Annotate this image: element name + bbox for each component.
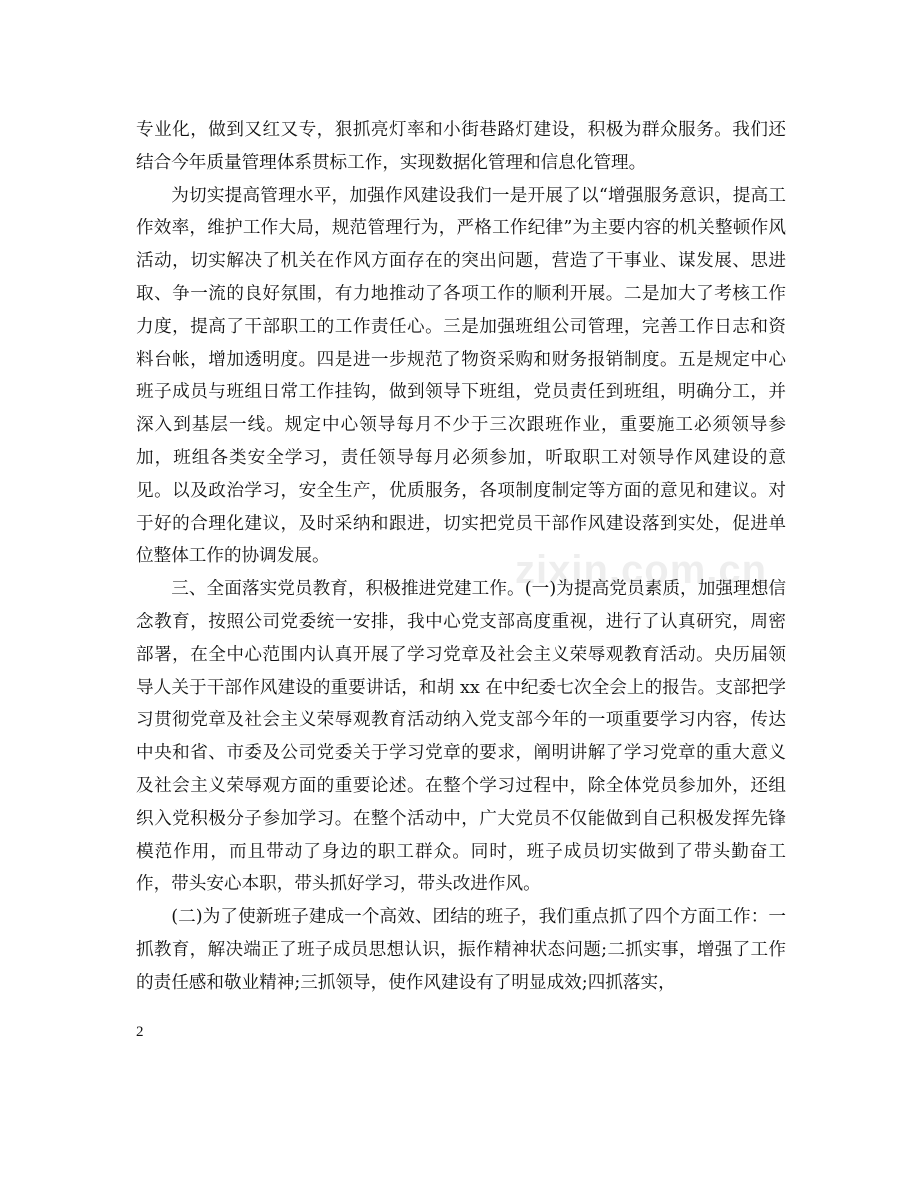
paragraph-3: 三、全面落实党员教育，积极推进党建工作。(一)为提高党员素质，加强理想信念教育，按照公司党委统一安排，我中心党支部高度重视，进行了认真研究，周密部署，在全中心范围内认真开展了学习党章及社会主义荣辱观教育活动。央历届领导人关于干部作风建设的重要讲话，和胡 xx 在中纪委七次全会上的报告。支部把学习贯彻党章及社会主义荣辱观教育活动纳入党支部今年的一项重要学习内容，传达中央和省、市委及公司党委关于学习党章的要求，阐明讲解了学习党章的重大意义及社会主义荣辱观方面的重要论述。在整个学习过程中，除全体党员参加外，还组织入党积极分子参加学习。在整个活动中，广大党员不仅能做到自己积极发挥先锋模范作用，而且带动了身边的职工群众。同时，班子成员切实做到了带头勤奋工作，带头安心本职，带头抓好学习，带头改进作风。 bbox=[136, 579, 786, 895]
paragraph-1: 专业化，做到又红又专，狠抓亮灯率和小街巷路灯建设，积极为群众服务。我们还结合今年质量管理体系贯标工作，实现数据化管理和信息化管理。 bbox=[136, 120, 786, 173]
document-body bbox=[136, 114, 786, 1000]
page-number: 2 bbox=[136, 1024, 144, 1040]
watermark: zixin.com.cn bbox=[515, 548, 768, 592]
paragraph-2: 为切实提高管理水平，加强作风建设我们一是开展了以“增强服务意识，提高工作效率，维护工作大局，规范管理行为，严格工作纪律”为主要内容的机关整顿作风活动，切实解决了机关在作风方面存在的突出问题，营造了干事业、谋发展、思进取、争一流的良好氛围，有力地推动了各项工作的顺利开展。二是加大了考核工作力度，提高了干部职工的工作责任心。三是加强班组公司管理，完善工作日志和资料台帐，增加透明度。四是进一步规范了物资采购和财务报销制度。五是规定中心班子成员与班组日常工作挂钩，做到领导下班组，党员责任到班组，明确分工，并深入到基层一线。规定中心领导每月不少于三次跟班作业，重要施工必须领导参加，班组各类安全学习，责任领导每月必须参加，听取职工对领导作风建设的意见。以及政治学习，安全生产，优质服务，各项制度制定等方面的意见和建议。对于好的合理化建议，及时采纳和跟进，切实把党员干部作风建设落到实处，促进单位整体工作的协调发展。 bbox=[136, 185, 786, 567]
paragraph-4: (二)为了使新班子建成一个高效、团结的班子，我们重点抓了四个方面工作：一抓教育，解决端正了班子成员思想认识，振作精神状态问题;二抓实事，增强了工作的责任感和敬业精神;三抓领导，使作风建设有了明显成效;四抓落实， bbox=[136, 907, 786, 993]
